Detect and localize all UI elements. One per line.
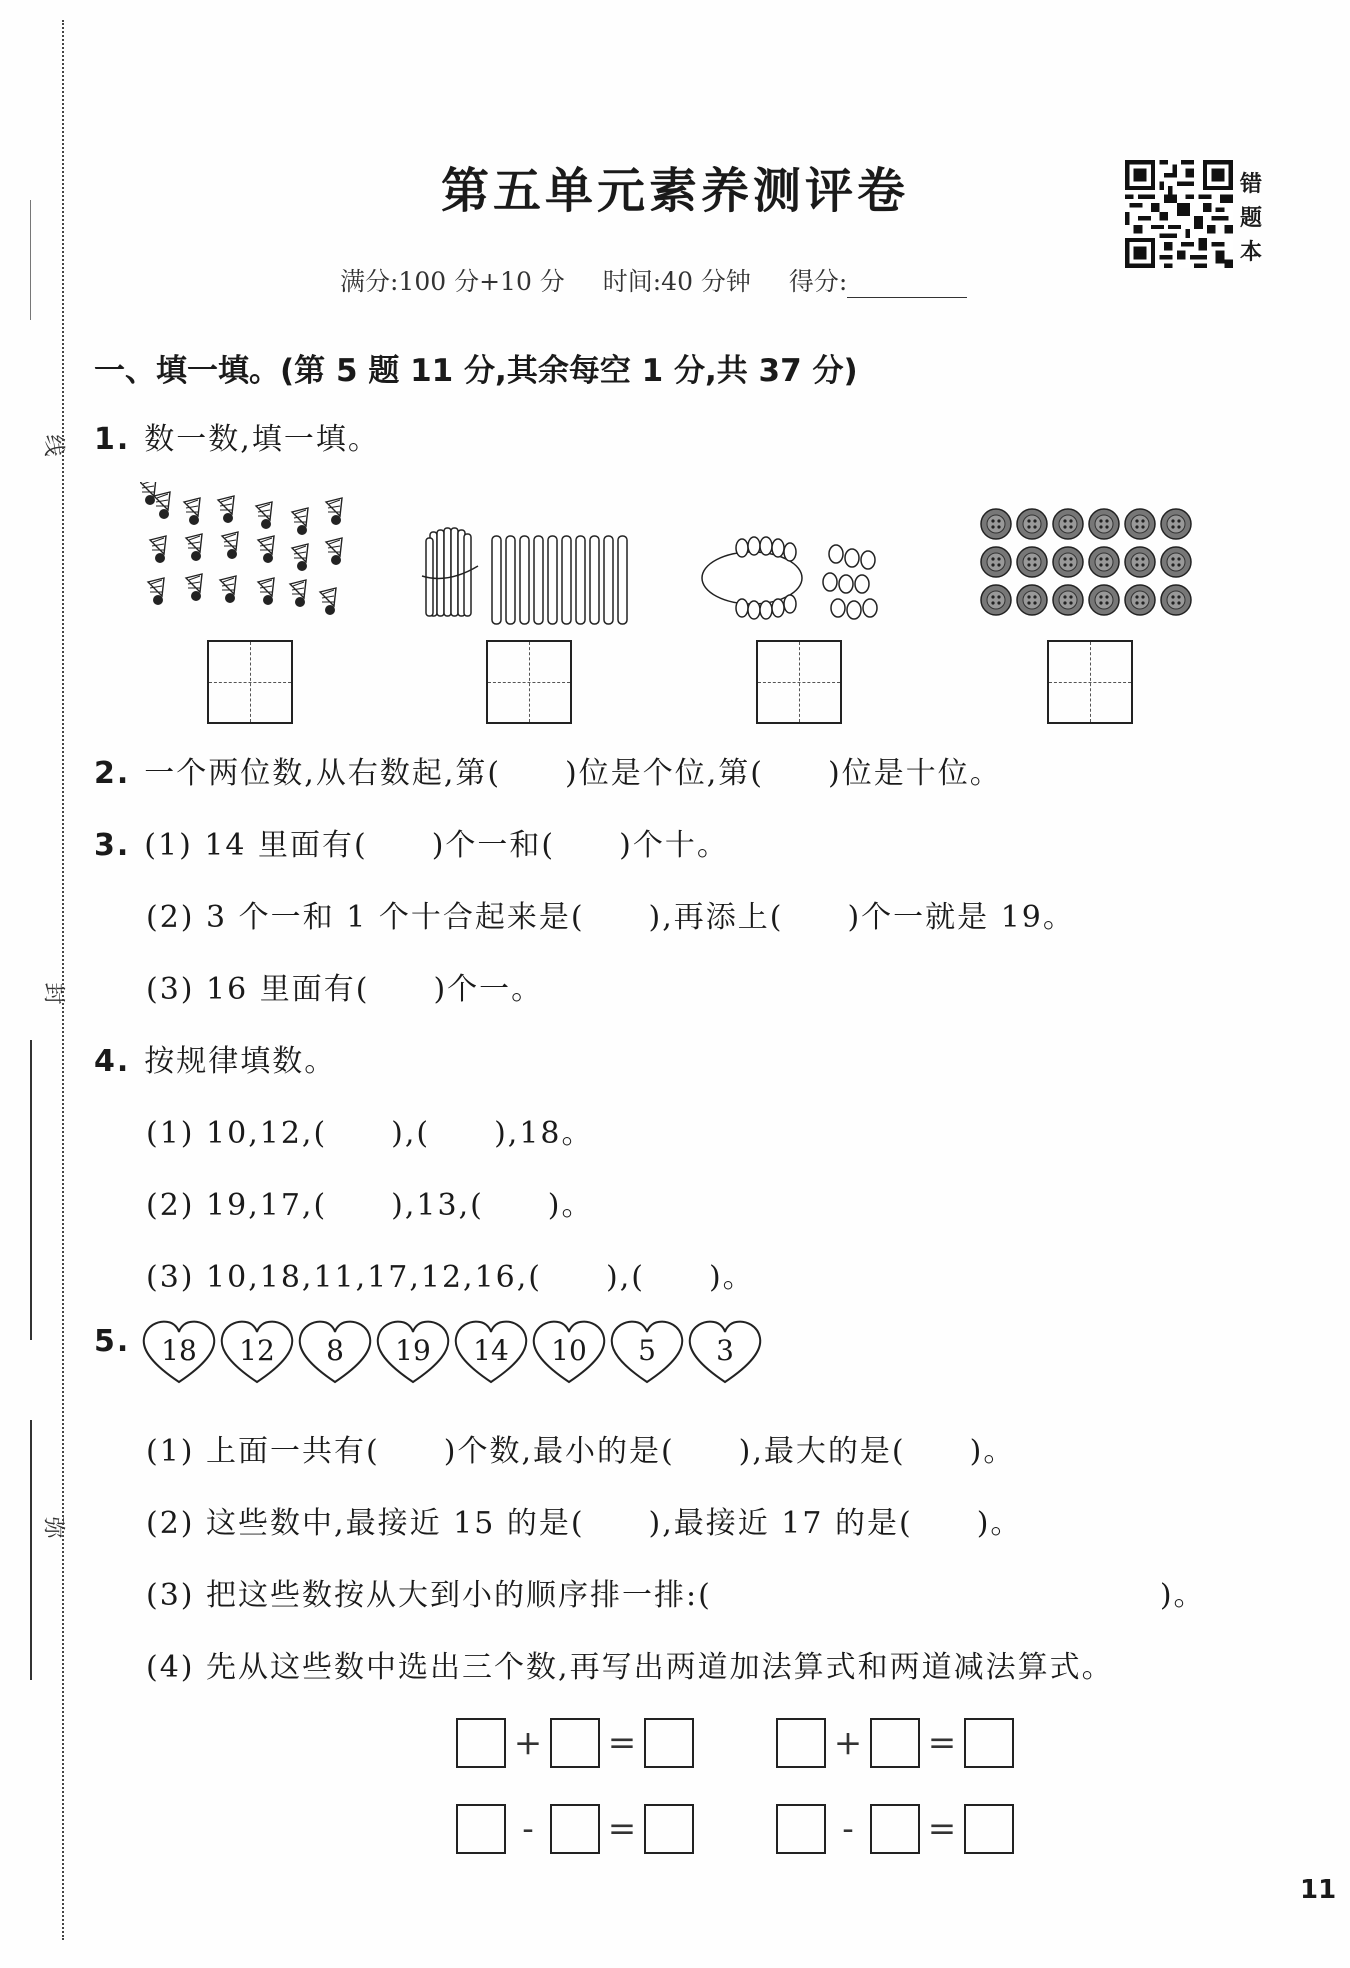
heart-number bbox=[686, 1318, 764, 1386]
answer-box-beads[interactable] bbox=[756, 640, 842, 724]
answer-box-buttons[interactable] bbox=[1047, 640, 1133, 724]
shuttlecock-icon bbox=[140, 482, 156, 505]
answer-box[interactable] bbox=[870, 1804, 920, 1854]
margin-word-seal: 封 bbox=[40, 982, 66, 1005]
question-4-3: (3) 10,18,11,17,12,16,( ),( )。 bbox=[146, 1260, 755, 1295]
question-4-1: (1) 10,12,( ),( ),18。 bbox=[146, 1116, 594, 1151]
question-5-2: (2) 这些数中,最接近 15 的是( ),最接近 17 的是( )。 bbox=[146, 1506, 1023, 1541]
heart-number bbox=[452, 1318, 530, 1386]
answer-box[interactable] bbox=[550, 1804, 600, 1854]
margin-word-close: 弥 bbox=[40, 1516, 66, 1539]
shuttlecocks-picture bbox=[140, 482, 360, 622]
answer-box[interactable] bbox=[456, 1804, 506, 1854]
answer-box[interactable] bbox=[964, 1718, 1014, 1768]
question-3-3: (3) 16 里面有( )个一。 bbox=[146, 972, 544, 1007]
heart-number-label: 14 bbox=[473, 1334, 509, 1367]
answer-box[interactable] bbox=[550, 1718, 600, 1768]
question-5-number: 5. bbox=[94, 1324, 131, 1359]
subtraction-equation-2: - = bbox=[776, 1804, 1014, 1854]
answer-box-shuttlecocks[interactable] bbox=[207, 640, 293, 724]
heart-number-label: 12 bbox=[239, 1334, 275, 1367]
question-4-2: (2) 19,17,( ),13,( )。 bbox=[146, 1188, 594, 1223]
answer-box[interactable] bbox=[776, 1804, 826, 1854]
heart-number bbox=[374, 1318, 452, 1386]
question-2: 2. 一个两位数,从右数起,第( )位是个位,第( )位是十位。 bbox=[94, 756, 1002, 791]
beads-picture bbox=[700, 528, 900, 628]
score-label: 得分: bbox=[788, 267, 848, 296]
buttons-picture bbox=[980, 508, 1200, 624]
question-1: 1. 数一数,填一填。 bbox=[94, 422, 380, 457]
question-3-1: 3. (1) 14 里面有( )个一和( )个十。 bbox=[94, 828, 729, 863]
margin-name-rule bbox=[30, 1040, 32, 1340]
heart-number-label: 18 bbox=[161, 1334, 197, 1367]
answer-box[interactable] bbox=[776, 1718, 826, 1768]
heart-number bbox=[608, 1318, 686, 1386]
heart-number-label: 10 bbox=[551, 1334, 587, 1367]
exam-meta bbox=[340, 262, 997, 298]
addition-equation-1: + = bbox=[456, 1718, 694, 1768]
score-blank[interactable] bbox=[847, 274, 967, 298]
question-3-2: (2) 3 个一和 1 个十合起来是( ),再添上( )个一就是 19。 bbox=[146, 900, 1075, 935]
answer-box-sticks[interactable] bbox=[486, 640, 572, 724]
time-limit: 时间:40 分钟 bbox=[602, 267, 751, 296]
wrong-question-book-label: 错 题 本 bbox=[1240, 172, 1263, 265]
question-4: 4. 按规律填数。 bbox=[94, 1044, 337, 1079]
heart-number bbox=[140, 1318, 218, 1386]
heart-number bbox=[218, 1318, 296, 1386]
heart-number-label: 3 bbox=[716, 1334, 734, 1367]
button-icon bbox=[981, 509, 1011, 539]
sticks-picture bbox=[420, 520, 640, 630]
margin-word-line: 线 bbox=[40, 434, 66, 457]
answer-box[interactable] bbox=[964, 1804, 1014, 1854]
answer-box[interactable] bbox=[644, 1718, 694, 1768]
page-title: 第五单元素养测评卷 bbox=[440, 163, 909, 219]
heart-number-label: 19 bbox=[395, 1334, 431, 1367]
subtraction-equation-1: - = bbox=[456, 1804, 694, 1854]
question-5-4: (4) 先从这些数中选出三个数,再写出两道加法算式和两道减法算式。 bbox=[146, 1650, 1114, 1685]
heart-number-label: 5 bbox=[638, 1334, 656, 1367]
answer-box[interactable] bbox=[644, 1804, 694, 1854]
answer-box[interactable] bbox=[870, 1718, 920, 1768]
addition-equation-2: + = bbox=[776, 1718, 1014, 1768]
binding-dotted-line bbox=[62, 20, 64, 1940]
heart-number-label: 8 bbox=[326, 1334, 344, 1367]
section-heading: 一、填一填。(第 5 题 11 分,其余每空 1 分,共 37 分) bbox=[94, 353, 858, 389]
heart-number bbox=[530, 1318, 608, 1386]
page-number: 11 bbox=[1300, 1875, 1337, 1905]
answer-box[interactable] bbox=[456, 1718, 506, 1768]
margin-class-rule bbox=[30, 1420, 32, 1680]
question-5-3: (3) 把这些数按从大到小的顺序排一排:( )。 bbox=[146, 1578, 1206, 1613]
qr-code-icon[interactable] bbox=[1124, 160, 1234, 268]
heart-number bbox=[296, 1318, 374, 1386]
heart-numbers bbox=[140, 1318, 764, 1386]
question-5-1: (1) 上面一共有( )个数,最小的是( ),最大的是( )。 bbox=[146, 1434, 1016, 1469]
full-score: 满分:100 分+10 分 bbox=[340, 267, 565, 296]
